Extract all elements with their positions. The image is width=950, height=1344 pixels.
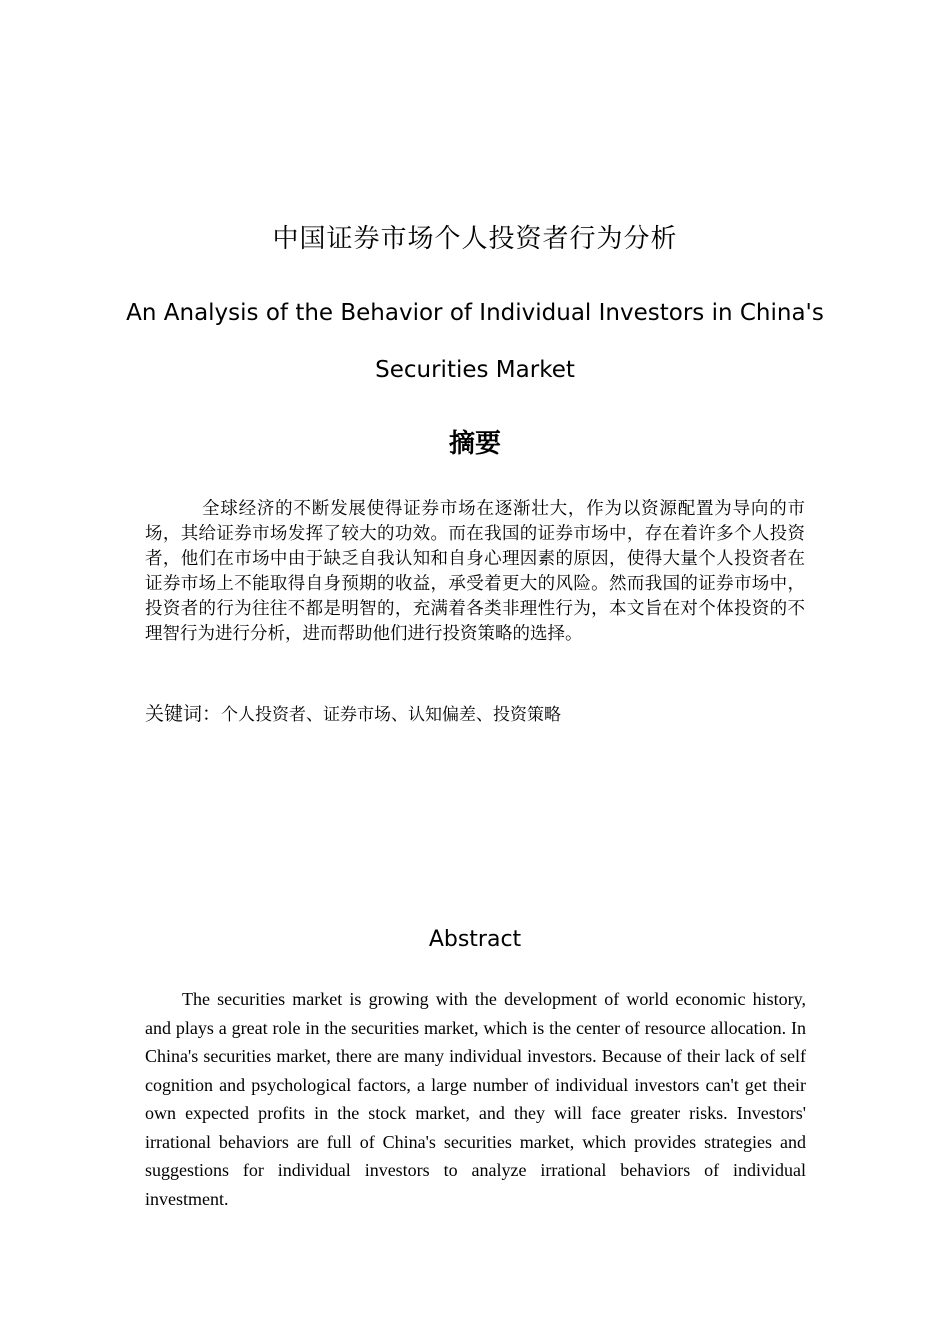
title-english: An Analysis of the Behavior of Individual Investors in China's Securities Market (126, 300, 824, 383)
keywords-label: 关键词： (145, 703, 222, 725)
keywords-terms: 个人投资者、证券市场、认知偏差、投资策略 (221, 705, 562, 725)
keywords-line (145, 701, 805, 728)
abstract-body-english: The securities market is growing with the development of world economic history, and plays a great role in the securities market, which is the center of resource allocation. In China's securities market, there are many individual investors. Because of their lack of self cognition and psychological factors, a large number of individual investors can't get their own expected profits in the stock market, and they will face greater risks. Investors' irrational behaviors are full of China's securities market, which provides strategies and suggestions for individual investors to analyze irrational behaviors of individual investment. (145, 989, 806, 1209)
title-chinese: 中国证券市场个人投资者行为分析 (272, 224, 678, 254)
abstract-heading-english: Abstract (428, 927, 522, 952)
abstract-heading-chinese: 摘要 (448, 429, 501, 459)
abstract-body-chinese: 全球经济的不断发展使得证券市场在逐渐壮大，作为以资源配置为导向的市场，其给证券市场发挥了较大的功效。而在我国的证券市场中，存在着许多个人投资者，他们在市场中由于缺乏自我认知和自身心理因素的原因，使得大量个人投资者在证券市场上不能取得自身预期的收益，承受着更大的风险。然而我国的证券市场中，投资者的行为往往不都是明智的，充满着各类非理性行为，本文旨在对个体投资的不理智行为进行分析，进而帮助他们进行投资策略的选择。 (145, 499, 805, 644)
